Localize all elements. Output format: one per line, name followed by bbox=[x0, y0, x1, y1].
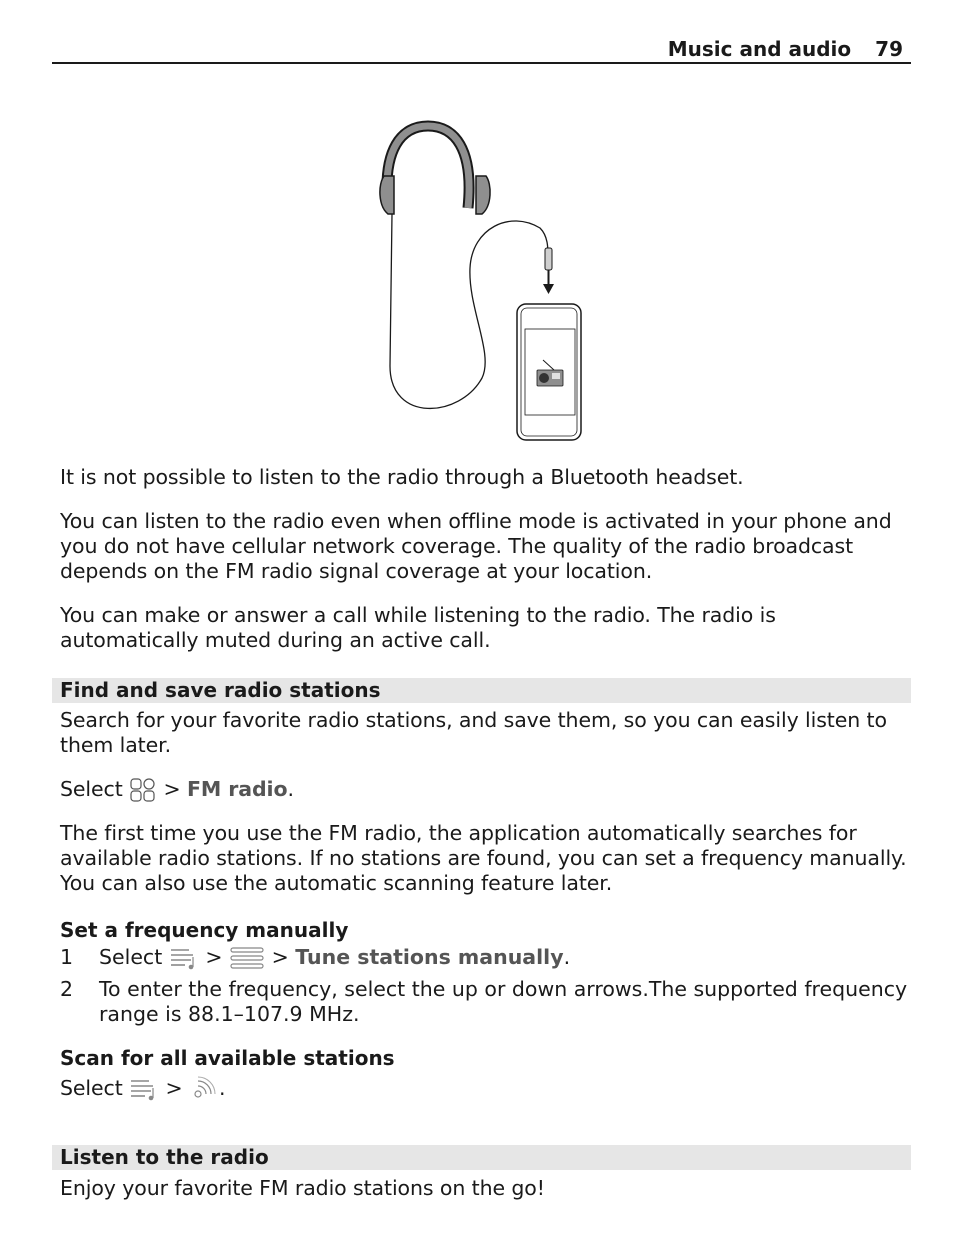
offline-paragraph: You can listen to the radio even when offline mode is activated in your phone and you do not have cellular network coverage. The quality of the radio broadcast depends on the FM radio signal coverage at your location. bbox=[60, 509, 892, 583]
step-number-1: 1 bbox=[60, 945, 74, 969]
step-number-2: 2 bbox=[60, 977, 74, 1001]
listen-paragraph: Enjoy your favorite FM radio stations on the go! bbox=[60, 1176, 545, 1200]
subheading-scan: Scan for all available stations bbox=[60, 1046, 395, 1070]
section-heading-find: Find and save radio stations bbox=[52, 678, 911, 703]
bluetooth-note: It is not possible to listen to the radio through a Bluetooth headset. bbox=[60, 465, 744, 489]
scan-signal-icon[interactable] bbox=[189, 1076, 219, 1102]
page-number: 79 bbox=[875, 37, 903, 61]
chapter-title: Music and audio bbox=[667, 37, 852, 61]
fm-radio-link[interactable]: FM radio bbox=[187, 777, 288, 801]
scan-instruction: Select > . bbox=[60, 1076, 226, 1100]
headset-phone-illustration bbox=[370, 118, 600, 446]
running-head bbox=[52, 36, 911, 64]
step-1: Select > > Tune stations manually. bbox=[99, 945, 571, 969]
options-list-icon[interactable] bbox=[129, 1076, 159, 1102]
subheading-set-frequency: Set a frequency manually bbox=[60, 918, 349, 942]
first-time-paragraph: The first time you use the FM radio, the application automatically searches for available radio stations. If no stations are found, you can set a frequency manually. You can also use the automatic scanning feature later. bbox=[60, 821, 907, 895]
audio-plug-icon bbox=[543, 248, 554, 294]
select-fm-radio: Select > FM radio. bbox=[60, 777, 294, 801]
options-list-icon[interactable] bbox=[169, 945, 199, 971]
call-paragraph: You can make or answer a call while listening to the radio. The radio is automatically muted during an active call. bbox=[60, 603, 776, 652]
phone-icon bbox=[517, 304, 581, 440]
tune-stations-manually-link[interactable]: Tune stations manually bbox=[295, 945, 564, 969]
step-2: To enter the frequency, select the up or down arrows.The supported frequency range is 88.1–107.9 MHz. bbox=[99, 977, 908, 1026]
section-heading-listen: Listen to the radio bbox=[52, 1145, 911, 1170]
find-intro: Search for your favorite radio stations, and save them, so you can easily listen to them later. bbox=[60, 708, 887, 757]
menu-grid-icon[interactable] bbox=[129, 777, 157, 803]
headphones-icon bbox=[380, 126, 490, 214]
tune-list-icon[interactable] bbox=[229, 945, 265, 971]
